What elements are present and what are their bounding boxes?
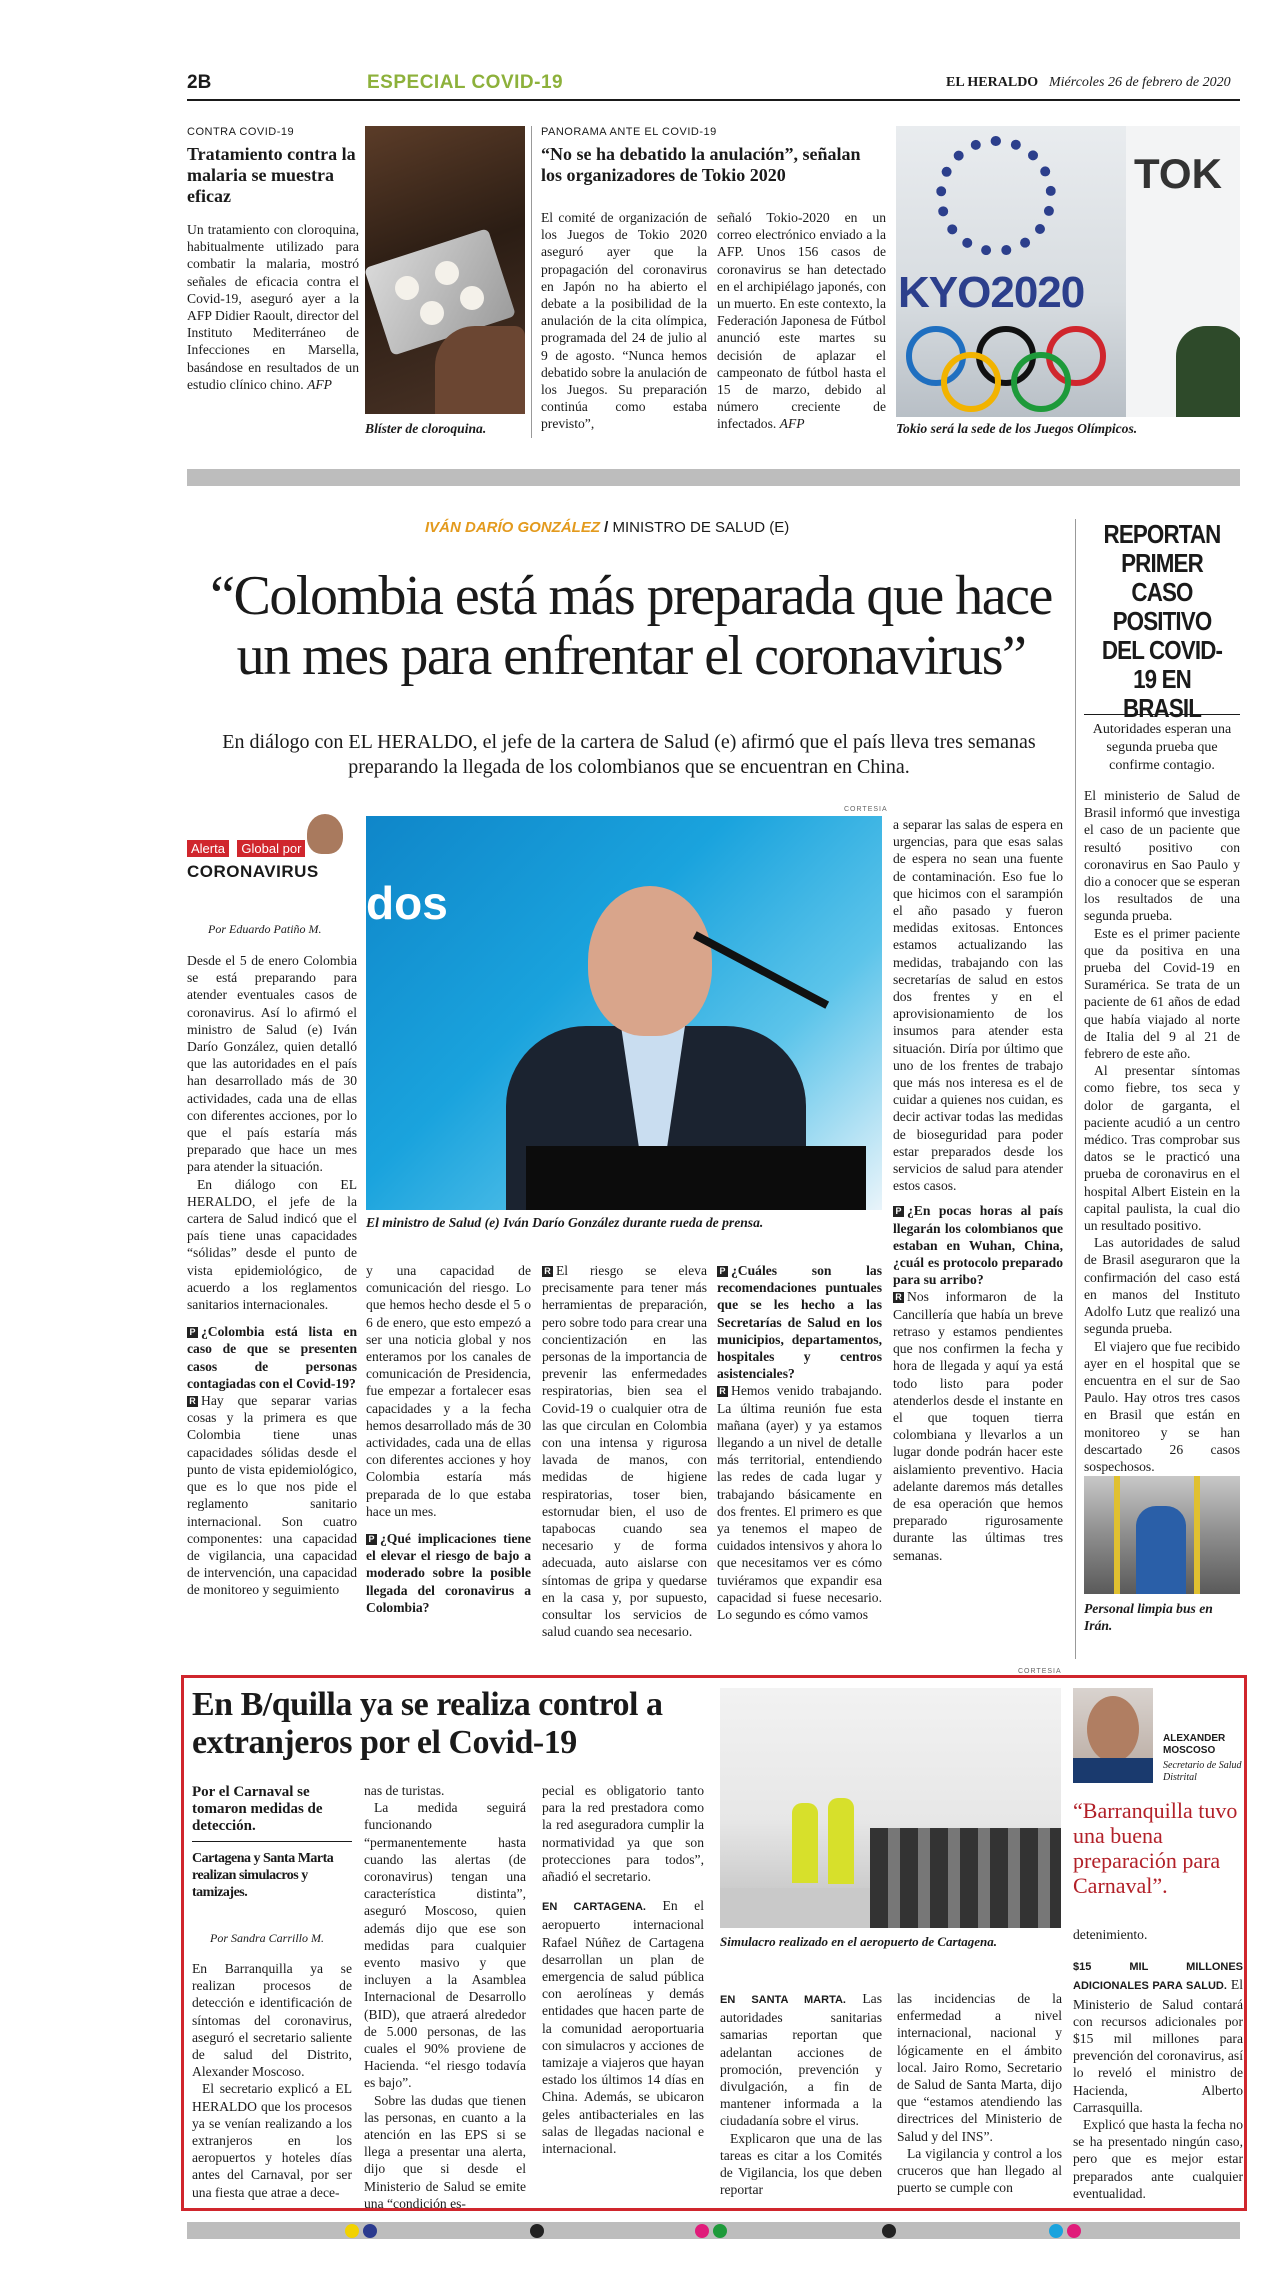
sidebar-rule: [1075, 519, 1076, 1659]
page-date: Miércoles 26 de febrero de 2020: [1049, 75, 1231, 90]
brief-body: Un tratamiento con cloroquina, habitualmente utilizado para combatir la malaria, mostró señales de eficacia contra el Covid-19, aseguró ayer a la AFP Didier Raoult, director del Instituto Mediterráneo de Infecciones en Marsella, basándose en resultados de un estudio clínico chino. AFP: [187, 222, 359, 392]
brazil-title: REPORTAN PRIMER CASO POSITIVO DEL COVID-19 EN BRASIL: [1101, 519, 1223, 723]
tree: [1176, 326, 1240, 417]
moscoso-shirt: [1073, 1758, 1153, 1783]
hand: [435, 326, 525, 414]
microphone: [693, 931, 829, 1008]
tokyo-col-2: señaló Tokio-2020 en un correo electrónico enviado a la AFP. Unos 156 casos de coronavirus se han detectado en el archipiélago japonés, con un muerto. En este contexto, la Federación Japonesa de Fútbol anunció este martes su decisión de aplazar el campeonato de fútbol hasta el 15 de marzo, debido al número creciente de infectados. AFP: [717, 210, 886, 432]
pill: [460, 286, 484, 310]
main-headline: “Colombia está más preparada que hace un mes para enfrentar el coronavirus”: [210, 565, 1052, 687]
tokyo-col-1: El comité de organización de los Juegos de Tokio 2020 aseguró ayer que la propagación del coronavirus en Japón no ha abierto el debate a la posibilidad de la anulación de la cita olímpica, programada del 24 de julio al 9 de agosto. “Nunca hemos debatido sobre la anulación de los Juegos. Su preparación continúa como estaba previsto”,: [541, 210, 707, 432]
olympic-rings-icon: [906, 326, 1126, 406]
moscoso-head: [1087, 1696, 1139, 1762]
simulation-photo: [720, 1688, 1061, 1928]
section-title: ESPECIAL COVID-19: [367, 72, 564, 93]
podium: [526, 1146, 866, 1210]
quote-role: Secretario de Salud Distrital: [1163, 1760, 1242, 1783]
minister-caption: El ministro de Salud (e) Iván Darío González durante rueda de prensa.: [366, 1215, 764, 1230]
bq-byline: Por Sandra Carrillo M.: [210, 1931, 325, 1945]
brief-kicker: CONTRA COVID-19: [187, 126, 295, 138]
author-sep: /: [604, 519, 609, 536]
author-tag: [425, 519, 789, 536]
worker: [1136, 1506, 1186, 1594]
minister-photo: [366, 816, 882, 1210]
moscoso-photo: [1073, 1688, 1153, 1783]
olympic-emblem: [936, 136, 1056, 256]
tokyo-photo: [896, 126, 1240, 417]
pull-quote: “Barranquilla tuvo una buena preparación para Carnaval”.: [1073, 1798, 1238, 1898]
minister-head: [588, 886, 712, 1036]
bq-col-4: EN SANTA MARTA. Las autoridades sanitarias samarias reportan que adelantan acciones de promoción, prevención y divulgación, a fin de mantener informada a la ciudadanía sobre el virus. Explicaron que una de las tareas es citar a los Comités de Vigilancia, los que deben reportar: [720, 1991, 882, 2198]
chloroquine-caption: Blíster de cloroquina.: [365, 421, 487, 436]
author-name: IVÁN DARÍO GONZÁLEZ: [425, 519, 600, 536]
section-gray-bar: [187, 469, 1240, 486]
badge-coronavirus: CORONAVIRUS: [187, 862, 319, 881]
paper-name: EL HERALDO: [946, 75, 1039, 90]
bq-sub1: Por el Carnaval se tomaron medidas de detección.: [192, 1784, 352, 1842]
tokyo-sign: TOK: [1134, 150, 1222, 197]
bq-col-1: En Barranquilla ya se realizan procesos de detección e identificación de síntomas del coronavirus, aseguró el secretario saliente de salud del Distrito, Alexander Moscoso. El secretario explicó a EL HERALDO que los procesos ya se venían realizando a los extranjeros en los aeropuertos y hoteles días antes del Carnaval, por ser una fiesta que atrae a dece-: [192, 1961, 352, 2200]
bq-col-5: las incidencias de la enfermedad a nivel internacional, nacional y lógicamente en el ámbito local. Jairo Romo, Secretario de Salud de Santa Marta, dijo que “estamos atendiendo las directrices del Ministerio de Salud y del INS”. La vigilancia y control a los cruceros que han llegado al puerto se cumple con: [897, 1991, 1062, 2196]
header-rule: [187, 99, 1240, 101]
main-deck: En diálogo con EL HERALDO, el jefe de la cartera de Salud (e) afirmó que el país lleva tres semanas preparando la llegada de los colombianos que se encuentran en China.: [222, 731, 1036, 778]
wall-text: dos: [366, 877, 448, 929]
audience: [870, 1828, 1061, 1928]
bq-col-2: nas de turistas. La medida seguirá funcionando “permanentemente hasta cuando las alertas (de coronavirus) tengan una característica distinta”, aseguró Moscoso, quien además dijo que ese son medidas para cualquier evento masivo y que incluyen a la Asamblea Internacional de Desarrollo (BID), que atraerá alrededor de 5.000 personas, de las cuales el 90% proviene de Hacienda. “el riesgo todavía es bajo”. Sobre las dudas que tienen las personas, en cuanto a la atención en las EPS si se llega a presentar una alerta, dijo que si desde el Ministerio de Salud se emite una “condición es-: [364, 1783, 526, 2211]
registration-dots: [187, 2224, 1240, 2238]
brazil-body: El ministerio de Salud de Brasil informó que investiga el caso de un paciente que resultó positivo con coronavirus en Sao Paulo y dio a conocer que se esperan los resultados de una segunda prueba. Este es el primer paciente que da positiva en una prueba del Covid-19 en Suramérica. Se trata de un paciente de 61 años de edad que había viajado al norte de Italia del 9 al 21 de febrero de este año. Al presentar síntomas como fiebre, tos seca y dolor de garganta, el paciente acudió a un centro médico. Tras comprobar sus datos se le practicó una prueba de coronavirus en el hospital Albert Eistein en la capital paulista, la cual dio un resultado positivo. Las autoridades de salud de Brasil aseguraron que la confirmación del caso está en manos del Instituto Adolfo Lutz que realizó una segunda prueba. El viajero que fue recibido ayer en el hospital que se encuentra en el sur de Sao Paulo. Hay otros tres casos en Brasil que están en monitoreo y se han descartado 26 casos sospechosos.: [1084, 788, 1240, 1474]
main-col-3: R El riesgo se eleva precisamente para tener más herramientas de preparación, pero sobre todo para crear una concientización en las personas de la importancia de prevenir las enfermedades respiratorias, bien sea el Covid-19 o cualquier otra de las que circulan en Colombia con una intensa y rigurosa lavada de manos, con medidas de higiene respiratorias, toser bien, estornudar bien, el uso de tapabocas cuando sea necesario y de forma adecuada, auto aislarse con síntomas de gripa y quedarse en la casa y, por supuesto, consultar los servicios de salud cuando sea necesario.: [542, 1263, 707, 1640]
tokyo2020-text: KYO2020: [898, 268, 1085, 317]
brief-kicker: PANORAMA ANTE EL COVID-19: [541, 126, 717, 138]
bus-poles: [1114, 1476, 1120, 1594]
page-number: 2B: [187, 72, 212, 93]
badge-global: Global por: [237, 840, 305, 857]
main-col-2: y una capacidad de comunicación del riesgo. Lo que hemos hecho desde el 5 o 6 de enero, que esto empezó a ser una noticia global y nos enteramos por los canales de comunicación de Presidencia, fue empezar a fortalecer esas capacidades y a la fecha hemos desarrollado más de 30 actividades, cada una de ellas con diferentes acciones y hoy Colombia estaría más preparada de lo que estaba hace un mes. P ¿Qué implicaciones tiene el elevar el riesgo de bajo a moderado sobre la posible llegada del coronavirus a Colombia?: [366, 1263, 531, 1615]
brief-malaria: [187, 126, 359, 393]
brief-title: “No se ha debatido la anulación”, señalan los organizadores de Tokio 2020: [541, 144, 861, 185]
photo-credit: CORTESIA: [844, 806, 888, 813]
box-credit: CORTESIA: [1018, 1668, 1062, 1675]
person-yellow-vest-2: [828, 1798, 854, 1884]
brazil-deck: Autoridades esperan una segunda prueba que confirme contagio.: [1084, 714, 1240, 775]
simulation-caption: Simulacro realizado en el aeropuerto de Cartagena.: [720, 1934, 997, 1949]
bq-col-6: detenimiento. $15 MIL MILLONES ADICIONALES PARA SALUD. El Ministerio de Salud contará con recursos adicionales por $15 mil millones para prevención del coronavirus, así lo reveló el ministro de Hacienda, Alberto Carrasquilla. Explicó que hasta la fecha no se ha presentado ningún caso, pero que es mejor estar preparados ante cualquier eventualidad.: [1073, 1927, 1244, 2201]
bq-col-3: pecial es obligatorio tanto para la red prestadora como la red aseguradora cumplir la normatividad ya que son protecciones para todos”, añadió el secretario. EN CARTAGENA. En el aeropuerto internacional Rafael Núñez de Cartagena desarrollan un plan de emergencia de salud pública con aerolíneas y demás entidades que hacen parte de la comunidad aeroportuaria con simulacros y acciones de tamizaje a viajeros que hayan estado los últimos 14 días en China. Además, se ubicaron geles antibacteriales en las salas de llegadas nacional e internacional.: [542, 1783, 704, 2157]
main-col-4: P ¿Cuáles son las recomendaciones puntuales que se les hecho a las Secretarías de Salud en los municipios, departamentos, hospitales y centros asistenciales? R Hemos venido trabajando. La última reunión fue esta mañana (ayer) y ya estamos llegando a un nivel de detalle más territorial, entendiendo las redes de cada lugar y trabajando básicamente en dos frentes. El primero es que ya tenemos el mapeo de cuidados intensivos y ahora lo que necesitamos ver es cómo tuviéramos que expandir esa capacidad si fuese necesario. Lo segundo es cómo vamos: [717, 1263, 882, 1623]
quote-name: ALEXANDER MOSCOSO: [1163, 1733, 1226, 1756]
person-yellow-vest: [792, 1803, 818, 1883]
page-header: [0, 0, 1270, 110]
bus-photo: [1084, 1476, 1240, 1594]
column-rule: [531, 126, 532, 438]
bq-headline: En B/quilla ya se realiza control a extranjeros por el Covid-19: [192, 1686, 663, 1761]
main-byline: Por Eduardo Patiño M.: [208, 922, 322, 936]
alert-badge: [187, 840, 352, 892]
tokyo-caption: Tokio será la sede de los Juegos Olímpicos.: [896, 421, 1138, 436]
badge-alerta: Alerta: [187, 840, 229, 857]
main-col-5: a separar las salas de espera en urgencias, para que esas salas de espera no sean una fuente de contaminación. Eso fue lo que hicimos con el sarampión el año pasado y fueron medidas exitosas. Entonces estamos actualizando las medidas, trabajando con las secretarías de salud en estos dos frentes y en el aprovisionamiento de los insumos para atender esta situación. Diría por último que uno de los frentes de trabajo que más nos interesa es el de cuidar a quienes nos cuidan, es decir activar todas las medidas de bioseguridad para poder estar preparados desde los servicios de salud para atender estos casos. P ¿En pocas horas al país llegarán los colombianos que estaban en Wuhan, China, ¿cuál es protocolo preparado para su arribo? R Nos informaron de la Cancillería que había un breve retraso y estamos pendientes que nos confirmen la fecha y hora de llegada y aquí ya está todo listo para poder atenderlos desde el instante en el que toquen tierra colombiana y llevarlos a un lugar donde podrán hacer este aislamiento preventivo. Hacia adelante daremos más detalles de esa operación que hemos preparado rigurosamente durante las últimas tres semanas.: [893, 817, 1063, 1563]
floor: [720, 1888, 870, 1928]
brief-tokyo: [541, 126, 886, 186]
bus-caption: Personal limpia bus en Irán.: [1084, 1601, 1213, 1633]
pill: [420, 301, 444, 325]
face-portrait: [307, 814, 343, 854]
chloroquine-photo: [365, 126, 525, 414]
brief-title: Tratamiento contra la malaria se muestra eficaz: [187, 144, 356, 206]
pill: [435, 261, 459, 285]
bq-sub2: Cartagena y Santa Marta realizan simulacros y tamizajes.: [192, 1851, 334, 1900]
main-col-1: Desde el 5 de enero Colombia se está preparando para atender eventuales casos de coronavirus. Así lo afirmó el ministro de Salud (e) Iván Darío González, quien detalló que las autoridades en el país han desarrollado más de 30 actividades, cada una de ellas con diferentes acciones, por lo que el país estaría más preparado que hace un mes para atender la situación. En diálogo con EL HERALDO, el jefe de la cartera de Salud indicó que el país tiene unas capacidades “sólidas” desde el punto de vista epidemiológico, de acuerdo a los reglamentos sanitarios internacionales. P ¿Colombia está lista en caso de que se presenten casos de personas contagiadas con el Covid-19? R Hay que separar varias cosas y la primera es que Colombia tiene unas capacidades sólidas desde el punto de vista epidemiológico, que es lo que nos pide el reglamento sanitario internacional. Son cuatro componentes: una capacidad de vigilancia, una capacidad de intervención, una capacidad de monitoreo y seguimiento: [187, 953, 357, 1598]
bus-pole: [1194, 1476, 1200, 1594]
author-role: MINISTRO DE SALUD (E): [612, 519, 790, 536]
